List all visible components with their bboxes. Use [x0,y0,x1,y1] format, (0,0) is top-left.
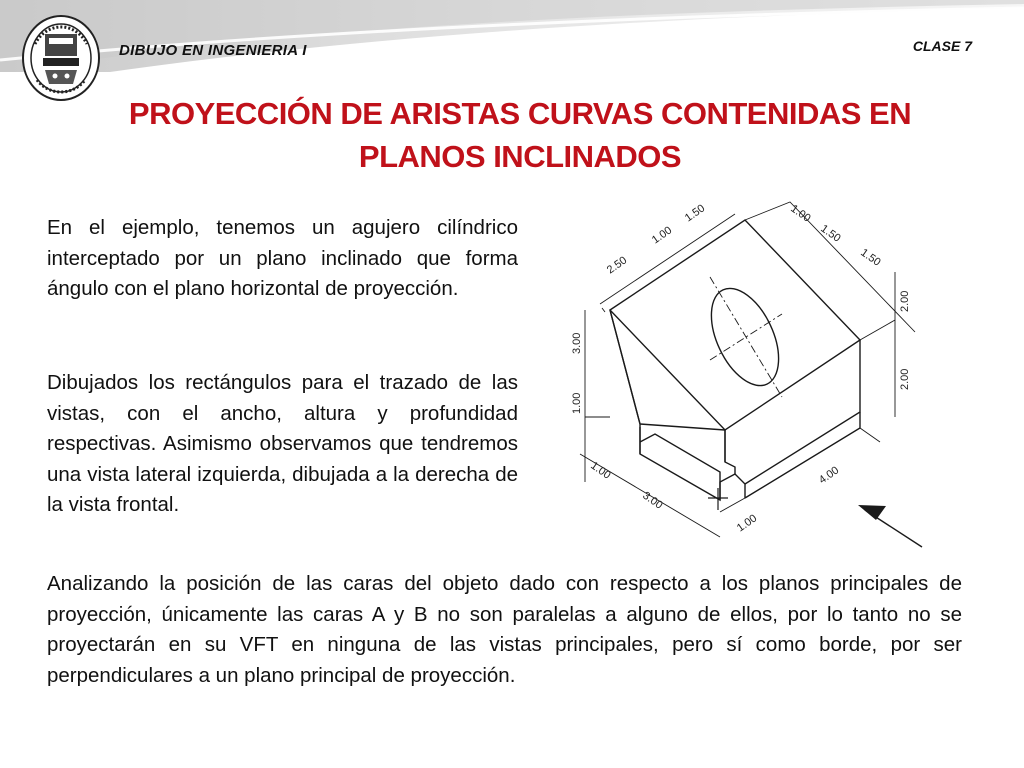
dim-250: 2.50 [604,254,630,277]
dim-200-lower: 2.00 [899,368,911,390]
dim-300-left: 3.00 [571,332,583,354]
dim-100-top: 1.00 [649,224,675,247]
dim-200-upper: 2.00 [899,290,911,312]
dim-100-right: 1.00 [788,202,813,225]
dim-150-right-b: 1.50 [858,246,883,269]
inclined-hole [698,277,793,397]
slide-title [80,92,960,178]
dim-150-top: 1.50 [682,202,708,225]
object-outline [610,220,860,500]
dim-100-left: 1.00 [571,392,583,414]
dim-100-bottom-left: 1.00 [588,459,613,482]
isometric-drawing [560,192,930,557]
dim-100-bottom: 1.00 [734,512,760,535]
dim-150-right-a: 1.50 [818,222,843,245]
dim-300-bottom: 3.00 [640,489,665,512]
dim-400: 4.00 [816,464,842,487]
view-direction-arrow [708,488,922,547]
course-name: DIBUJO EN INGENIERIA I [119,42,307,59]
paragraph-example: En el ejemplo, tenemos un agujero cilíndrico interceptado por un plano inclinado que forma ángulo con el plano horizontal de proyección. [47,216,518,300]
slide-title-line-2: PLANOS INCLINADOS [358,139,682,174]
paragraph-analysis: Analizando la posición de las caras del objeto dado con respecto a los planos principales de proyección, únicamente las caras A y B no son paralelas a alguno de ellos, por lo tanto no se proyectarán en su VFT en ninguna de las vistas principales, pero sí como borde, por ser perpendiculares a un plano principal de proyección. [47,572,962,687]
header-swoosh-decoration [0,0,1024,80]
university-seal-logo [21,14,101,102]
paragraph-rectangles: Dibujados los rectángulos para el trazado de las vistas, con el ancho, altura y profundidad respectivas. Asimismo observamos que tendremos una vista lateral izquierda, dibujada a la derecha de la vista frontal. [47,371,518,516]
class-number: CLASE 7 [912,38,972,54]
slide-title-line-1: PROYECCIÓN DE ARISTAS CURVAS CONTENIDAS EN [128,96,912,131]
